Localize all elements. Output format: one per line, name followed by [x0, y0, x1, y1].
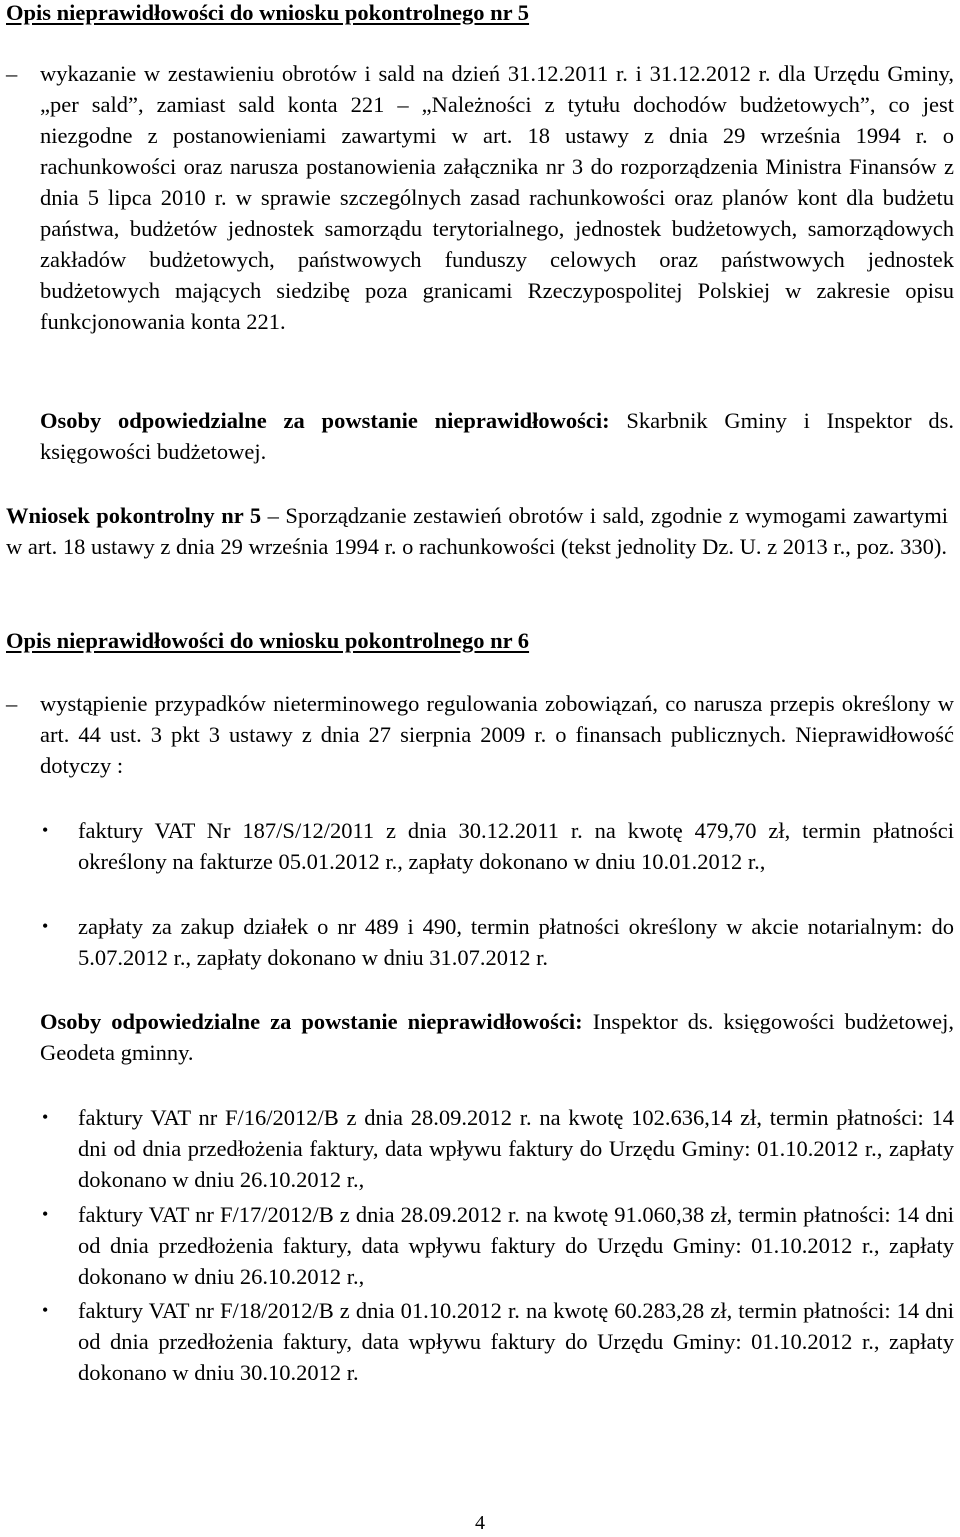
list-item: faktury VAT nr F/18/2012/B z dnia 01.10.2012 r. na kwotę 60.283,28 zł, termin płatności: 14 dni od dnia przedłożenia faktury, data wpływu faktury do Urzędu Gminy: 01.10.2012 r., zapłaty dokonano w dniu 30.10.2012 r. — [78, 1298, 954, 1385]
bullet-marker: • — [42, 1204, 49, 1224]
section6-dash-marker: – — [6, 691, 18, 716]
section5-dash-item: wykazanie w zestawieniu obrotów i sald na dzień 31.12.2011 r. i 31.12.2012 r. dla Urzędu Gminy, „per sald”, zamiast sald konta 221 – „Należności z tytułu dochodów budżetowych”, co jest niezgodne z postanowieniami zawartymi w art. 18 ustawy z dnia 29 września 1994 r. o rachunkowości oraz narusza postanowienia załącznika nr 3 do rozporządzenia Ministra Finansów z dnia 5 lipca 2010 r. w sprawie szczególnych zasad rachunkowości oraz planów kont dla budżetu państwa, budżetów jednostek samorządu terytorialnego, jednostek budżetowych, samorządowych zakładów budżetowych, państwowych funduszy celowych oraz państwowych jednostek budżetowych mających siedzibę poza granicami Rzeczypospolitej Polskiej w zakresie opisu funkcjonowania konta 221. — [40, 61, 954, 334]
section5-responsible-label: Osoby odpowiedzialne za powstanie nieprawidłowości: — [40, 408, 610, 433]
list-item: faktury VAT Nr 187/S/12/2011 z dnia 30.12.2011 r. na kwotę 479,70 zł, termin płatności określony na fakturze 05.01.2012 r., zapłaty dokonano w dniu 10.01.2012 r., — [78, 818, 954, 874]
section6-dash-item: wystąpienie przypadków nieterminowego regulowania zobowiązań, co narusza przepis określony w art. 44 ust. 3 pkt 3 ustawy z dnia 27 sierpnia 2009 r. o finansach publicznych. Nieprawidłowość dotyczy : — [40, 691, 954, 778]
page-number: 4 — [475, 1512, 485, 1534]
section5-dash-marker: – — [6, 61, 18, 86]
section6-heading: Opis nieprawidłowości do wniosku pokontrolnego nr 6 — [6, 628, 530, 653]
bullet-marker: • — [42, 1300, 49, 1320]
section5-responsible — [40, 405, 954, 467]
recommendation5-label: Wniosek pokontrolny nr 5 — [6, 503, 262, 528]
bullet-marker: • — [42, 820, 49, 840]
recommendation5-text: – Sporządzanie zestawień obrotów i sald, zgodnie z wymogami zawartymi w art. 18 ustawy z dnia 29 września 1994 r. o rachunkowości (tekst jednolity Dz. U. z 2013 r., poz. 330). — [6, 503, 948, 559]
recommendation5 — [6, 500, 948, 562]
section6-responsible-label: Osoby odpowiedzialne za powstanie nieprawidłowości: — [40, 1009, 583, 1034]
list-item: zapłaty za zakup działek o nr 489 i 490, termin płatności określony w akcie notarialnym: do 5.07.2012 r., zapłaty dokonano w dniu 31.07.2012 r. — [78, 914, 954, 970]
list-item: faktury VAT nr F/16/2012/B z dnia 28.09.2012 r. na kwotę 102.636,14 zł, termin płatności: 14 dni od dnia przedłożenia faktury, data wpływu faktury do Urzędu Gminy: 01.10.2012 r., zapłaty dokonano w dniu 26.10.2012 r., — [78, 1105, 954, 1192]
section6-responsible-text: Inspektor ds. księgowości budżetowej, Geodeta gminny. — [40, 1009, 954, 1065]
section5-responsible-text: Skarbnik Gminy i Inspektor ds. księgowości budżetowej. — [40, 408, 955, 464]
bullet-marker: • — [42, 1107, 49, 1127]
section6-responsible — [40, 1006, 954, 1068]
bullet-marker: • — [42, 916, 49, 936]
list-item: faktury VAT nr F/17/2012/B z dnia 28.09.2012 r. na kwotę 91.060,38 zł, termin płatności: 14 dni od dnia przedłożenia faktury, data wpływu faktury do Urzędu Gminy: 01.10.2012 r., zapłaty dokonano w dniu 26.10.2012 r., — [78, 1202, 954, 1289]
section5-heading: Opis nieprawidłowości do wniosku pokontrolnego nr 5 — [6, 0, 530, 25]
